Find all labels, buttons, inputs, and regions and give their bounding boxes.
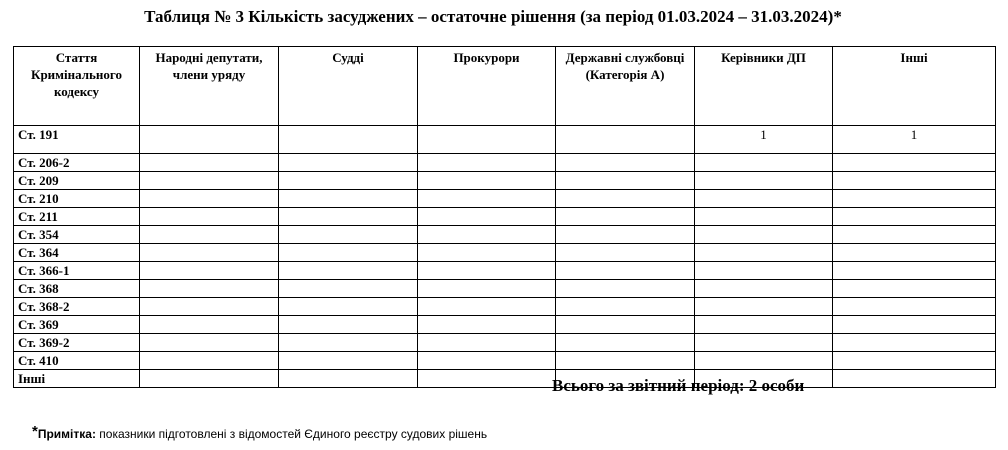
value-cell: [140, 208, 279, 226]
table-row: [14, 172, 996, 190]
table-row: [14, 154, 996, 172]
column-header-others: Інші: [833, 47, 996, 126]
value-cell: [556, 208, 695, 226]
value-cell: [556, 172, 695, 190]
value-cell: [833, 226, 996, 244]
value-cell: [833, 316, 996, 334]
value-cell: [140, 226, 279, 244]
value-cell: [833, 334, 996, 352]
column-header-judges: Судді: [279, 47, 418, 126]
value-cell: [279, 352, 418, 370]
value-cell: [418, 208, 556, 226]
value-cell: [556, 154, 695, 172]
value-cell: [556, 352, 695, 370]
value-cell: [279, 154, 418, 172]
value-cell: [695, 190, 833, 208]
table-row: [14, 298, 996, 316]
value-cell: [418, 262, 556, 280]
value-cell: [418, 190, 556, 208]
value-cell: [695, 262, 833, 280]
value-cell: [556, 226, 695, 244]
table-row: [14, 370, 996, 388]
value-cell: [140, 126, 279, 154]
table-row: [14, 190, 996, 208]
value-cell: [418, 298, 556, 316]
table-body: [14, 126, 996, 388]
value-cell: [279, 370, 418, 388]
value-cell: [279, 262, 418, 280]
value-cell: [279, 172, 418, 190]
table-row: [14, 244, 996, 262]
value-cell: [556, 334, 695, 352]
value-cell: [833, 244, 996, 262]
value-cell: 1: [695, 126, 833, 154]
article-cell: Ст. 191: [14, 126, 140, 154]
article-cell: Ст. 369: [14, 316, 140, 334]
value-cell: [279, 280, 418, 298]
value-cell: [140, 298, 279, 316]
article-cell: Ст. 410: [14, 352, 140, 370]
column-header-civil-servants: Державні службовці (Категорія А): [556, 47, 695, 126]
value-cell: [556, 298, 695, 316]
column-header-prosecutors: Прокурори: [418, 47, 556, 126]
value-cell: [279, 208, 418, 226]
table-row: [14, 334, 996, 352]
value-cell: [833, 172, 996, 190]
value-cell: [833, 190, 996, 208]
article-cell: Ст. 366-1: [14, 262, 140, 280]
value-cell: [695, 280, 833, 298]
article-cell: Ст. 368-2: [14, 298, 140, 316]
article-cell: Ст. 368: [14, 280, 140, 298]
convictions-table: [13, 46, 996, 388]
value-cell: [140, 316, 279, 334]
value-cell: [695, 334, 833, 352]
value-cell: [140, 190, 279, 208]
table-row: [14, 262, 996, 280]
value-cell: [556, 190, 695, 208]
value-cell: [279, 226, 418, 244]
value-cell: [418, 126, 556, 154]
value-cell: [556, 244, 695, 262]
value-cell: [140, 172, 279, 190]
value-cell: [556, 316, 695, 334]
table-row: [14, 208, 996, 226]
total-summary: Всього за звітний період: 2 особи: [552, 376, 805, 395]
value-cell: [833, 262, 996, 280]
value-cell: [418, 172, 556, 190]
header-row: [14, 47, 996, 126]
value-cell: [833, 352, 996, 370]
article-cell: Ст. 354: [14, 226, 140, 244]
value-cell: [695, 208, 833, 226]
table-row: [14, 226, 996, 244]
value-cell: [140, 280, 279, 298]
footnote-label: Примітка:: [37, 427, 96, 441]
value-cell: [695, 226, 833, 244]
value-cell: [140, 352, 279, 370]
footnote-text: показники підготовлені з відомостей Єдиного реєстру судових рішень: [95, 427, 488, 441]
value-cell: [279, 126, 418, 154]
value-cell: [140, 244, 279, 262]
footnote-marker: *: [32, 423, 38, 440]
value-cell: [140, 262, 279, 280]
value-cell: [833, 370, 996, 388]
article-cell: Ст. 211: [14, 208, 140, 226]
value-cell: [279, 298, 418, 316]
value-cell: [695, 154, 833, 172]
value-cell: [418, 370, 556, 388]
article-cell: Ст. 210: [14, 190, 140, 208]
article-cell: Ст. 369-2: [14, 334, 140, 352]
value-cell: [833, 280, 996, 298]
table-title: Таблиця № 3 Кількість засуджених – остаточне рішення (за період 01.03.2024 – 31.03.2024)*: [144, 7, 842, 26]
footnote: [32, 424, 487, 442]
value-cell: [556, 262, 695, 280]
value-cell: [556, 126, 695, 154]
table-row: [14, 352, 996, 370]
value-cell: [418, 154, 556, 172]
article-cell: Ст. 364: [14, 244, 140, 262]
column-header-article: Стаття Кримінального кодексу: [14, 47, 140, 126]
value-cell: [140, 370, 279, 388]
value-cell: 1: [833, 126, 996, 154]
article-cell: Ст. 206-2: [14, 154, 140, 172]
value-cell: [279, 244, 418, 262]
value-cell: [695, 316, 833, 334]
value-cell: [695, 172, 833, 190]
value-cell: [279, 190, 418, 208]
value-cell: [279, 334, 418, 352]
column-header-mps: Народні депутати, члени уряду: [140, 47, 279, 126]
article-cell: Інші: [14, 370, 140, 388]
value-cell: [833, 154, 996, 172]
value-cell: [418, 244, 556, 262]
value-cell: [140, 334, 279, 352]
table-row: [14, 126, 996, 154]
value-cell: [279, 316, 418, 334]
value-cell: [418, 352, 556, 370]
value-cell: [418, 280, 556, 298]
value-cell: [833, 298, 996, 316]
value-cell: [695, 244, 833, 262]
table-row: [14, 316, 996, 334]
article-cell: Ст. 209: [14, 172, 140, 190]
value-cell: [695, 352, 833, 370]
value-cell: [418, 226, 556, 244]
value-cell: [140, 154, 279, 172]
value-cell: [556, 280, 695, 298]
value-cell: [418, 316, 556, 334]
column-header-soe-heads: Керівники ДП: [695, 47, 833, 126]
value-cell: [833, 208, 996, 226]
value-cell: [418, 334, 556, 352]
value-cell: [695, 298, 833, 316]
table-row: [14, 280, 996, 298]
